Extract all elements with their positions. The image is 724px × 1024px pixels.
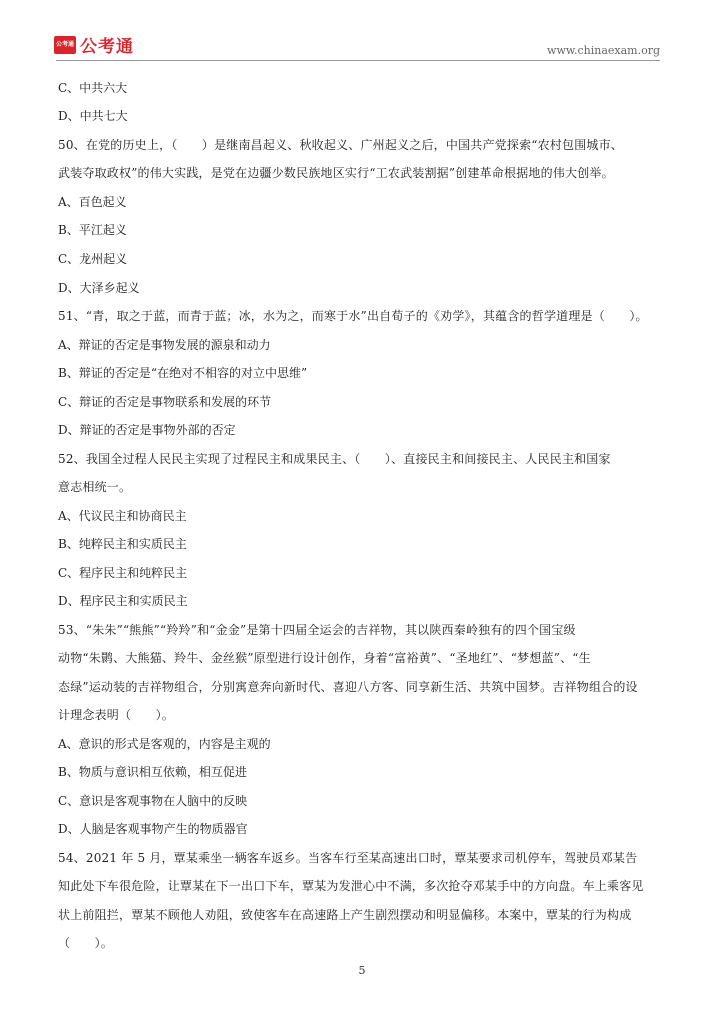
option-line: D、程序民主和实质民主 <box>58 594 188 608</box>
question-51-text: 51、“青，取之于蓝，而青于蓝；冰，水为之，而寒于水”出自荀子的《劝学》，其蕴含的哲学道理是（ ）。 <box>58 309 648 323</box>
option-line: B、纯粹民主和实质民主 <box>58 537 187 551</box>
question-52-text: 意志相统一。 <box>58 480 132 494</box>
question-53-text: 53、“朱朱”“熊熊”“羚羚”和“金金”是第十四届全运会的吉祥物，其以陕西秦岭独有的四个国宝级 <box>58 623 576 637</box>
question-54-text: 54、2021 年 5 月，覃某乘坐一辆客车返乡。当客车行至某高速出口时，覃某要求司机停车，驾驶员邓某告 <box>58 851 638 865</box>
option-line: D、人脑是客观事物产生的物质器官 <box>58 822 248 836</box>
option-line: A、意识的形式是客观的，内容是主观的 <box>58 737 271 751</box>
question-53-text: 动物“朱鹮、大熊猫、羚牛、金丝猴”原型进行设计创作，身着“富裕黄”、“圣地红”、“梦想蓝”、“生 <box>58 651 591 665</box>
option-line: D、中共七大 <box>58 109 128 123</box>
option-line: C、程序民主和纯粹民主 <box>58 566 188 580</box>
question-52-text: 52、我国全过程人民民主实现了过程民主和成果民主、（ ）、直接民主和间接民主、人民民主和国家 <box>58 452 611 466</box>
question-53-text: 计理念表明（ ）。 <box>58 708 175 722</box>
page-number: 5 <box>358 964 366 977</box>
option-line: C、辩证的否定是事物联系和发展的环节 <box>58 395 272 409</box>
logo-text: 公考通 <box>80 37 134 57</box>
option-line: D、辩证的否定是事物外部的否定 <box>58 423 236 437</box>
question-53-text: 态绿”运动装的吉祥物组合，分别寓意奔向新时代、喜迎八方客、同享新生活、共筑中国梦。吉祥物组合的设 <box>58 680 638 694</box>
option-line: B、物质与意识相互依赖，相互促进 <box>58 765 247 779</box>
option-line: B、辩证的否定是“在绝对不相容的对立中思维” <box>58 366 308 380</box>
question-50-text: 50、在党的历史上，（ ）是继南昌起义、秋收起义、广州起义之后，中国共产党探索“农村包围城市、 <box>58 138 624 152</box>
option-line: D、大泽乡起义 <box>58 281 140 295</box>
option-line: B、平江起义 <box>58 223 127 237</box>
question-54-text: （ ）。 <box>58 936 114 950</box>
logo-badge-icon: 公考通 <box>54 36 76 54</box>
option-line: A、辩证的否定是事物发展的源泉和动力 <box>58 338 271 352</box>
site-url: www.chinaexam.org <box>547 44 660 57</box>
question-54-text: 知此处下车很危险，让覃某在下一出口下车，覃某为发泄心中不满，多次抢夺邓某手中的方向盘。车上乘客见 <box>58 879 644 893</box>
question-50-text: 武装夺取政权”的伟大实践，是党在边疆少数民族地区实行“工农武装割据”创建革命根据地的伟大创举。 <box>58 166 614 180</box>
question-54-text: 状上前阻拦，覃某不顾他人劝阻，致使客车在高速路上产生剧烈摆动和明显偏移。本案中，覃某的行为构成 <box>58 908 632 922</box>
option-line: A、代议民主和协商民主 <box>58 509 187 523</box>
option-line: C、龙州起义 <box>58 252 128 266</box>
option-line: C、中共六大 <box>58 81 128 95</box>
option-line: A、百色起义 <box>58 195 127 209</box>
option-line: C、意识是客观事物在人脑中的反映 <box>58 794 248 808</box>
